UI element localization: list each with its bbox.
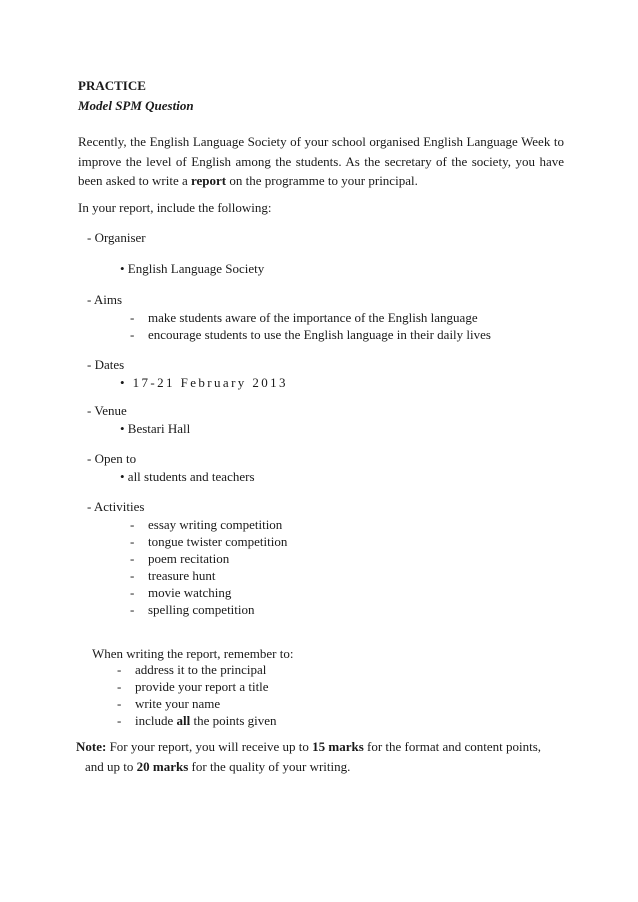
activity-item <box>130 601 255 618</box>
task-paragraph <box>78 132 564 191</box>
aims-heading: - Aims <box>87 292 123 307</box>
venue-item: • Bestari Hall <box>120 421 191 436</box>
dash-glyph: - <box>117 662 122 677</box>
note-line-2 <box>85 758 350 775</box>
activity-item-text: essay writing competition <box>148 517 283 532</box>
organiser-heading: - Organiser <box>87 230 146 245</box>
remember-last-pre: include <box>135 713 177 728</box>
remember-item <box>117 661 266 678</box>
remember-item-text: provide your report a title <box>135 679 269 694</box>
dash-glyph: - <box>117 679 122 694</box>
activity-item <box>130 516 282 533</box>
activity-item-text: treasure hunt <box>148 568 216 583</box>
activity-item <box>130 533 287 550</box>
note-line-1 <box>76 738 541 755</box>
activity-item-text: tongue twister competition <box>148 534 288 549</box>
remember-item-text: address it to the principal <box>135 662 267 677</box>
paragraph-text-1: Recently, the English Language Society of your school organised English Language Week to improve the level of English among the students. As the secretary of the society, you have been asked to write a <box>78 134 564 188</box>
open-to-item: • all students and teachers <box>120 469 255 484</box>
note-label: Note: <box>76 739 107 754</box>
activity-item <box>130 567 216 584</box>
activity-item-text: spelling competition <box>148 602 255 617</box>
aims-item-text: encourage students to use the English language in their daily lives <box>148 327 491 342</box>
remember-item <box>117 695 220 712</box>
note-text-2: for the format and content points, <box>363 739 542 754</box>
note-text-4: for the quality of your writing. <box>188 759 351 774</box>
aims-item <box>130 326 491 343</box>
activity-item-text: poem recitation <box>148 551 230 566</box>
dates-item: • 17-21 February 2013 <box>120 375 288 390</box>
note-marks-2: 20 marks <box>136 759 189 774</box>
activities-heading: - Activities <box>87 499 145 514</box>
organiser-item: • English Language Society <box>120 261 265 276</box>
dash-glyph: - <box>130 517 135 532</box>
page-subtitle: Model SPM Question <box>78 98 194 113</box>
venue-heading: - Venue <box>87 403 127 418</box>
dash-glyph: - <box>130 568 135 583</box>
activity-item <box>130 550 229 567</box>
dash-glyph: - <box>117 713 122 728</box>
aims-item-text: make students aware of the importance of the English language <box>148 310 478 325</box>
open-to-heading: - Open to <box>87 451 137 466</box>
note-text-3: and up to <box>85 759 137 774</box>
dash-glyph: - <box>130 551 135 566</box>
remember-heading: When writing the report, remember to: <box>92 646 294 661</box>
dash-glyph: - <box>130 534 135 549</box>
activity-item <box>130 584 231 601</box>
remember-last-post: the points given <box>190 713 277 728</box>
dash-glyph: - <box>130 585 135 600</box>
paragraph-text-2: on the programme to your principal. <box>226 173 418 188</box>
aims-item <box>130 309 478 326</box>
paragraph-bold-report: report <box>190 173 227 188</box>
dash-glyph: - <box>130 602 135 617</box>
dash-glyph: - <box>130 310 135 325</box>
activity-item-text: movie watching <box>148 585 232 600</box>
remember-item <box>117 712 277 729</box>
dates-heading: - Dates <box>87 357 125 372</box>
dash-glyph: - <box>117 696 122 711</box>
note-marks-1: 15 marks <box>312 739 364 754</box>
intro-text: In your report, include the following: <box>78 200 272 215</box>
remember-last-bold: all <box>176 713 191 728</box>
note-text-1: For your report, you will receive up to <box>106 739 313 754</box>
dash-glyph: - <box>130 327 135 342</box>
page-title: PRACTICE <box>78 78 146 93</box>
remember-item-text: write your name <box>135 696 221 711</box>
remember-item <box>117 678 269 695</box>
